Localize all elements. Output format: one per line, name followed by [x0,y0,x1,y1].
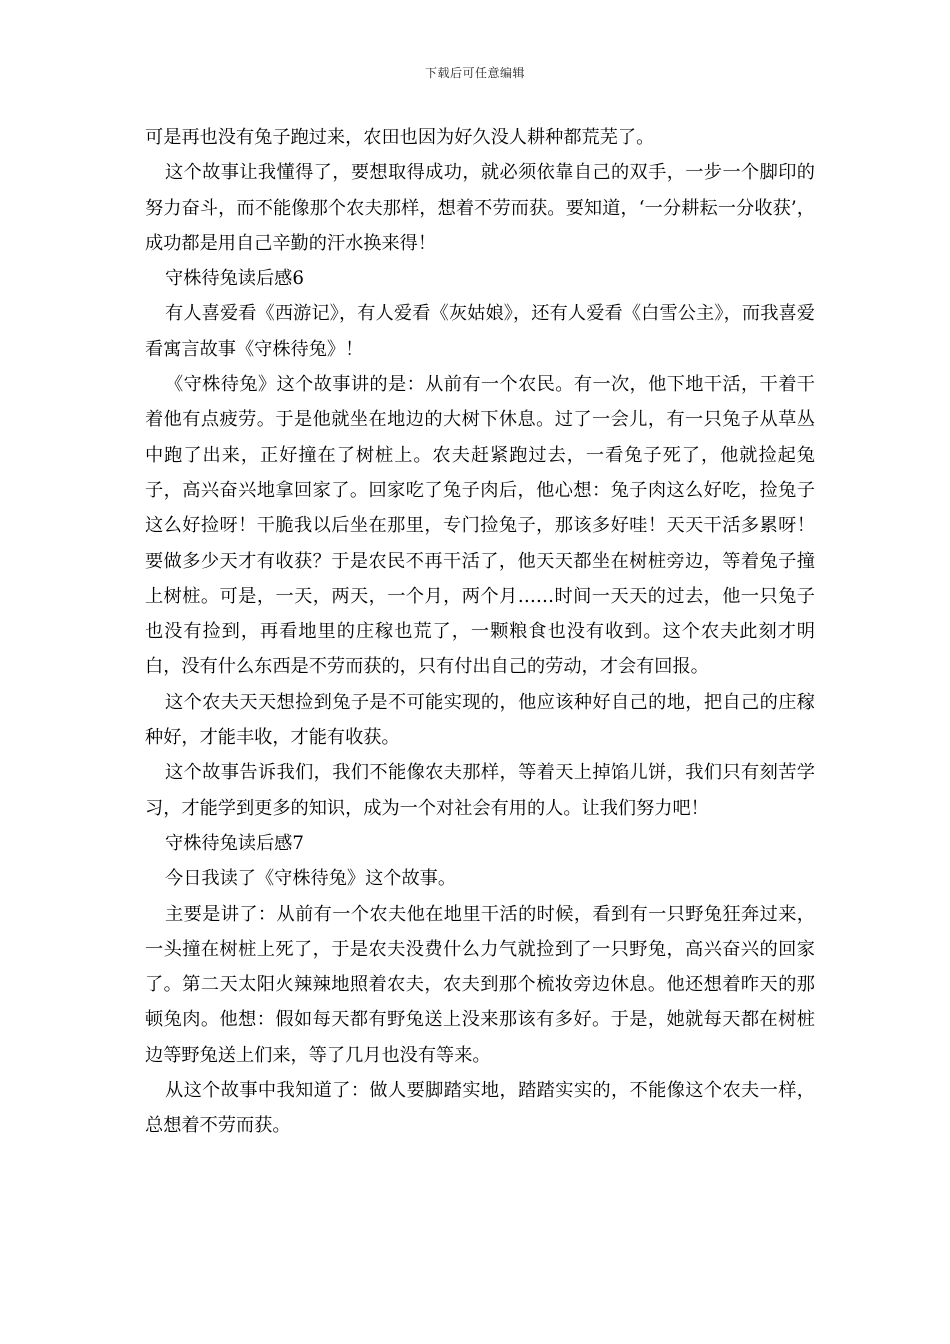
header-note: 下载后可任意编辑 [424,66,525,80]
section-heading: 守株待兔读后感6 [165,268,304,290]
section-heading: 守株待兔读后感7 [165,832,304,854]
paragraph: 这个故事让我懂得了，要想取得成功，就必须依靠自己的双手，一步一个脚印的努力奋斗，而不能像那个农夫那样，想着不劳而获。要知道，‘一分耕耘一分收获’，成功都是用自己辛勤的汗水换来得！ [145,162,815,254]
paragraph: 这个农夫天天想捡到兔子是不可能实现的，他应该种好自己的地，把自己的庄稼种好，才能丰收，才能有收获。 [145,691,815,749]
paragraph: 《守株待兔》这个故事讲的是：从前有一个农民。有一次，他下地干活，干着干着他有点疲劳。于是他就坐在地边的大树下休息。过了一会儿，有一只兔子从草丛中跑了出来，正好撞在了树桩上。农夫赶紧跑过去，一看兔子死了，他就捡起兔子，高兴奋兴地拿回家了。回家吃了兔子肉后，他心想：兔子肉这么好吃，捡兔子这么好捡呀！干脆我以后坐在那里，专门捡兔子，那该多好哇！天天干活多累呀！要做多少天才有收获？于是农民不再干活了，他天天都坐在树桩旁边，等着兔子撞上树桩。可是，一天，两天，一个月，两个月……时间一天天的过去，他一只兔子也没有捡到，再看地里的庄稼也荒了，一颗粮食也没有收到。这个农夫此刻才明白，没有什么东西是不劳而获的，只有付出自己的劳动，才会有回报。 [145,374,815,678]
paragraph: 今日我读了《守株待兔》这个故事。 [165,868,457,890]
paragraph: 主要是讲了：从前有一个农夫他在地里干活的时候，看到有一只野兔狂奔过来，一头撞在树桩上死了，于是农夫没费什么力气就捡到了一只野兔，高兴奋兴的回家了。第二天太阳火辣辣地照着农夫，农夫到那个梳妆旁边休息。他还想着昨天的那顿兔肉。他想：假如每天都有野兔送上没来那该有多好。于是，她就每天都在树桩边等野兔送上们来，等了几月也没有等来。 [145,903,815,1066]
paragraph: 有人喜爱看《西游记》，有人爱看《灰姑娘》，还有人爱看《白雪公主》，而我喜爱看寓言故事《守株待兔》！ [145,303,815,360]
paragraph: 从这个故事中我知道了：做人要脚踏实地，踏踏实实的，不能像这个农夫一样，总想着不劳而获。 [145,1080,815,1137]
paragraph: 可是再也没有兔子跑过来，农田也因为好久没人耕种都荒芜了。 [145,127,655,148]
document-body [145,120,815,1144]
paragraph: 这个故事告诉我们，我们不能像农夫那样，等着天上掉馅儿饼，我们只有刻苦学习，才能学到更多的知识，成为一个对社会有用的人。让我们努力吧！ [145,762,815,819]
